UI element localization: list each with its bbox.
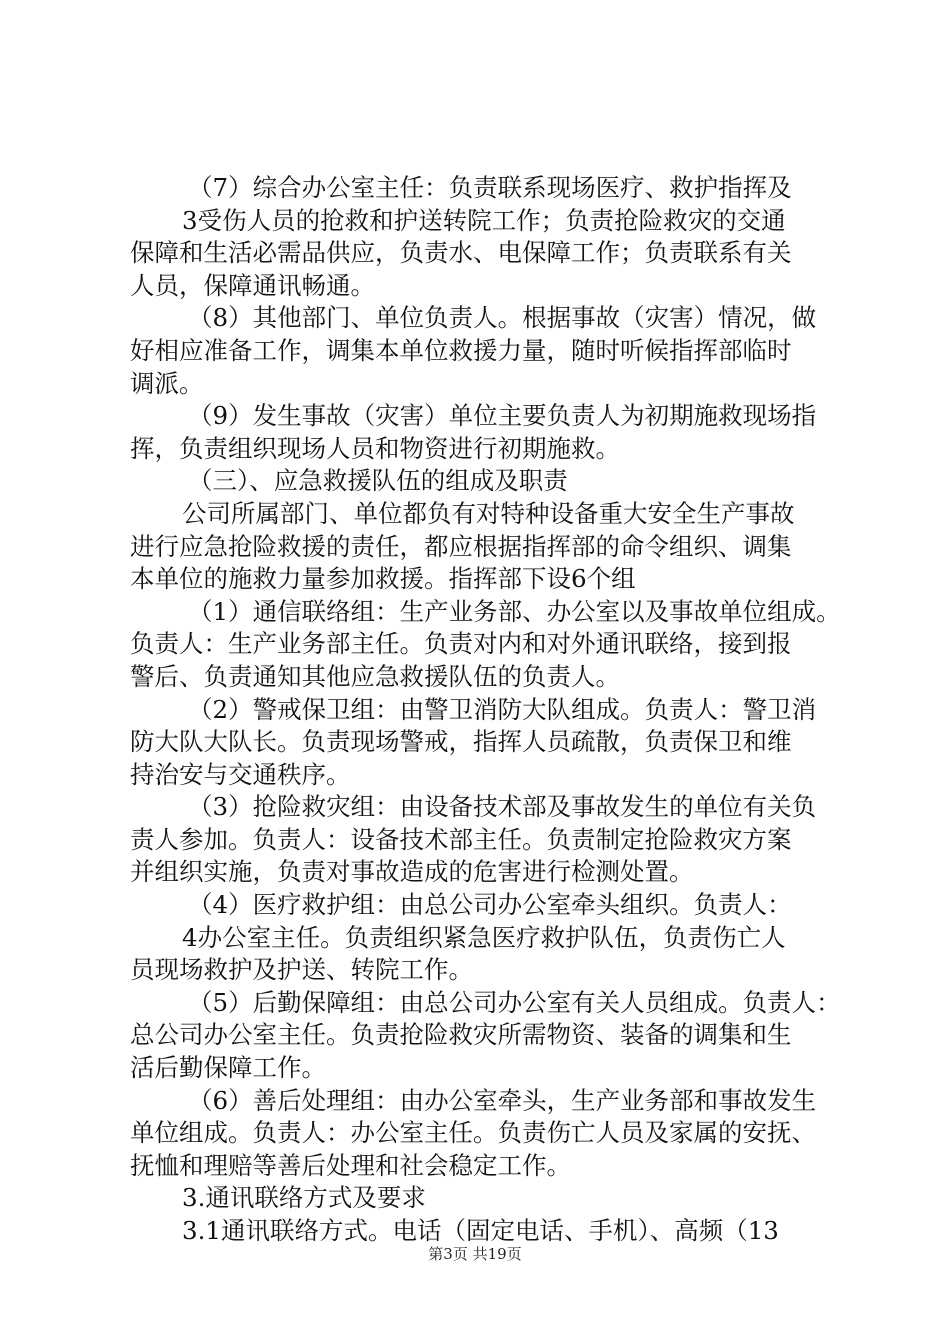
document-body [130,172,840,1248]
text-line: 责人参加。负责人：设备技术部主任。负责制定抢险救灾方案 [130,824,792,854]
text-line: （5）后勤保障组：由总公司办公室有关人员组成。负责人： [188,987,841,1017]
text-line: 单位组成。负责人：办公室主任。负责伤亡人员及家属的安抚、 [130,1118,816,1148]
text-line: （9）发生事故（灾害）单位主要负责人为初期施救现场指 [188,401,817,431]
text-line: （2）警戒保卫组：由警卫消防大队组成。负责人：警卫消 [188,694,817,724]
text-line: 3.通讯联络方式及要求 [182,1183,426,1213]
text-line: 调派。 [130,368,204,398]
text-line: （8）其他部门、单位负责人。根据事故（灾害）情况，做 [188,303,817,333]
text-line: （3）抢险救灾组：由设备技术部及事故发生的单位有关负 [188,792,817,822]
text-line: 负责人：生产业务部主任。负责对内和对外通讯联络，接到报 [130,629,792,659]
text-line: 本单位的施救力量参加救援。指挥部下设6个组 [130,564,636,594]
text-line: （4）医疗救护组：由总公司办公室牵头组织。负责人： [188,890,792,920]
text-line: 总公司办公室主任。负责抢险救灾所需物资、装备的调集和生 [130,1020,792,1050]
text-line: 公司所属部门、单位都负有对特种设备重大安全生产事故 [182,498,795,528]
text-line: 4办公室主任。负责组织紧急医疗救护队伍，负责伤亡人 [182,922,786,952]
text-line: （1）通信联络组：生产业务部、办公室以及事故单位组成。 [188,596,841,626]
text-line: 进行应急抢险救援的责任，都应根据指挥部的命令组织、调集 [130,531,792,561]
text-line: 3.1通讯联络方式。电话（固定电话、手机）、高频（13 [182,1216,779,1245]
text-line: （6）善后处理组：由办公室牵头，生产业务部和事故发生 [188,1085,817,1115]
text-line: 人员，保障通讯畅通。 [130,270,375,300]
text-line: 抚恤和理赔等善后处理和社会稳定工作。 [130,1150,571,1180]
text-line: （三）、应急救援队伍的组成及职责 [188,466,568,496]
text-line: 防大队大队长。负责现场警戒，指挥人员疏散，负责保卫和维 [130,727,792,757]
text-line: 保障和生活必需品供应，负责水、电保障工作；负责联系有关 [130,238,792,268]
text-line: 好相应准备工作，调集本单位救援力量，随时听候指挥部临时 [130,335,792,365]
text-line: 挥，负责组织现场人员和物资进行初期施救。 [130,433,620,463]
text-line: 持治安与交通秩序。 [130,759,351,789]
text-line: 员现场救护及护送、转院工作。 [130,955,473,985]
text-line: 警后、负责通知其他应急救援队伍的负责人。 [130,661,620,691]
text-line: （7）综合办公室主任：负责联系现场医疗、救护指挥及 [188,173,792,202]
page-footer: 第3页 共19页 [428,1245,522,1263]
text-line: 活后勤保障工作。 [130,1053,326,1083]
text-line: 3受伤人员的抢救和护送转院工作；负责抢险救灾的交通 [182,205,786,235]
text-line: 并组织实施，负责对事故造成的危害进行检测处置。 [130,857,694,887]
